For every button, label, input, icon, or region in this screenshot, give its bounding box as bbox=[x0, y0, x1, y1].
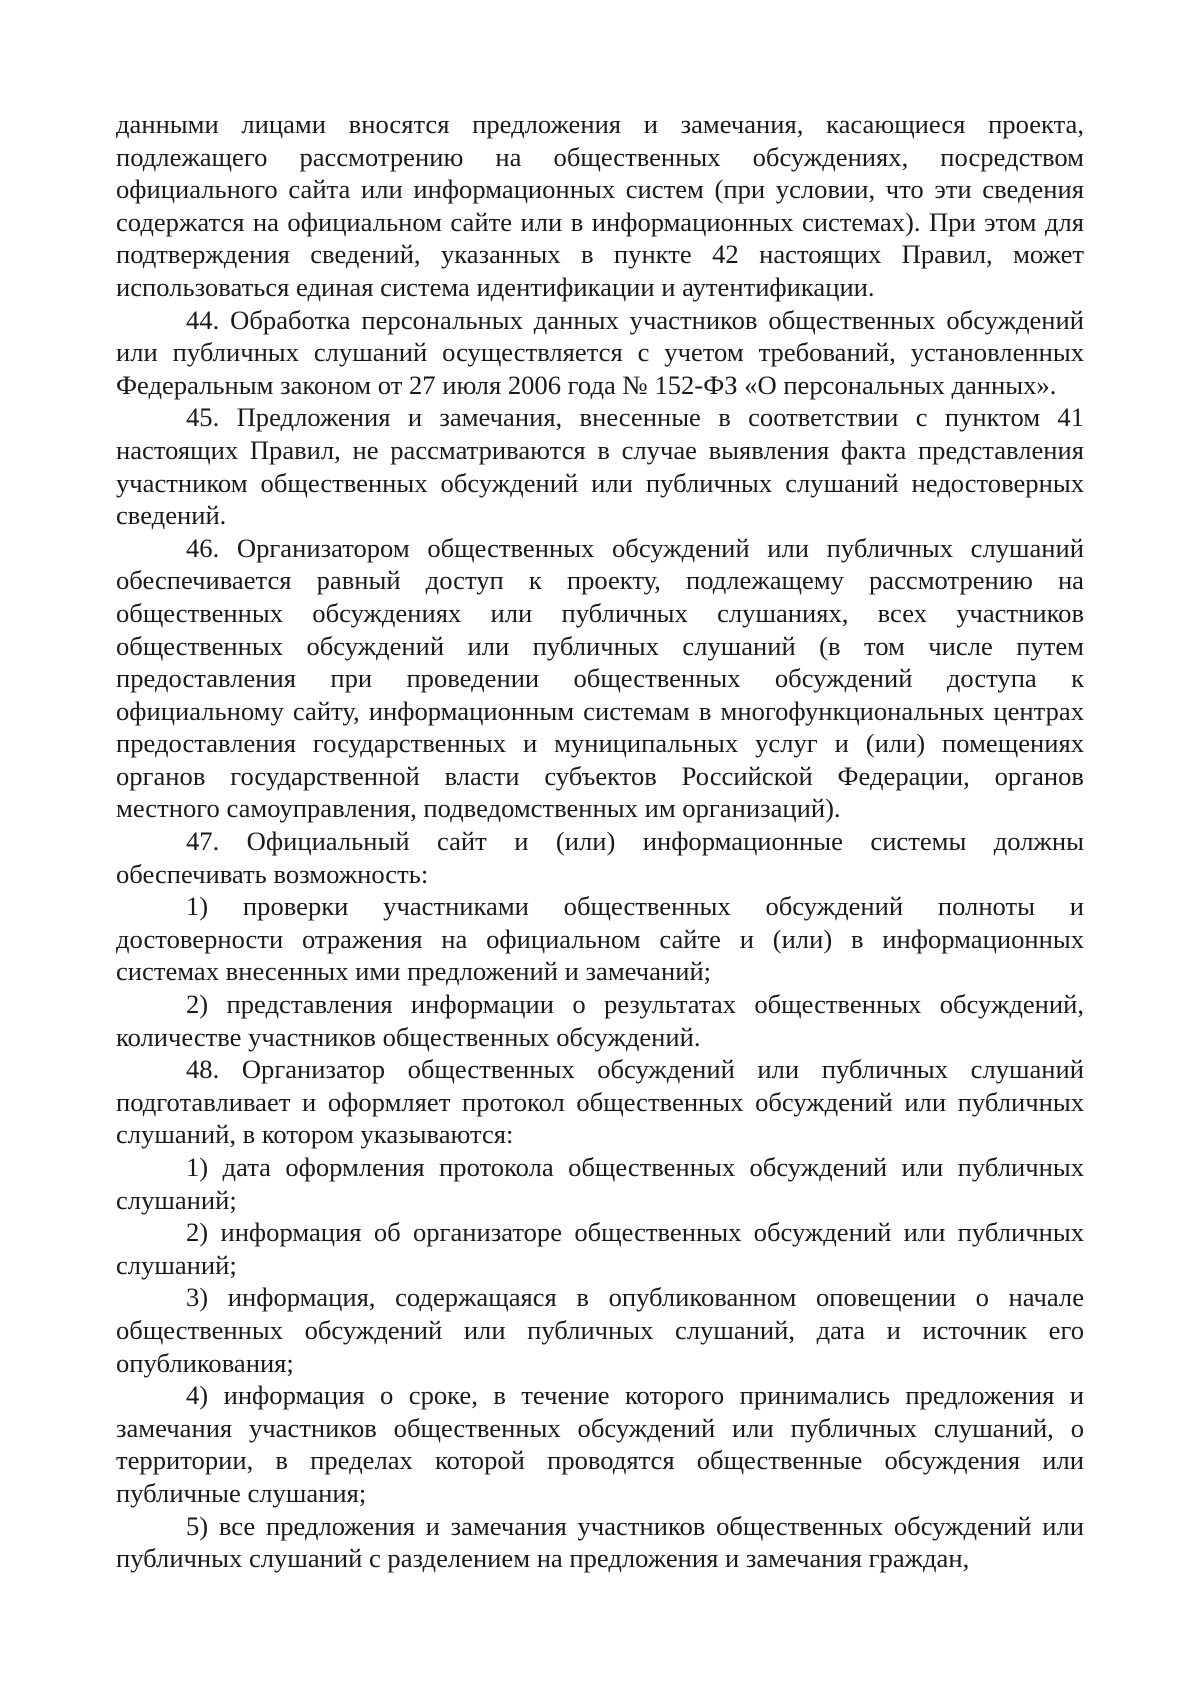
paragraph-47: 47. Официальный сайт и (или) информационные системы должны обеспечивать возможность: bbox=[116, 826, 1084, 889]
paragraph-48-item-3: 3) информация, содержащаяся в опубликованном оповещении о начале общественных обсуждений или публичных слушаний, дата и источник его опубликования; bbox=[116, 1282, 1084, 1378]
paragraph-48-item-5: 5) все предложения и замечания участников общественных обсуждений или публичных слушаний с разделением на предложения и замечания граждан, bbox=[116, 1510, 1084, 1574]
paragraph-46: 46. Организатором общественных обсуждений или публичных слушаний обеспечивается равный доступ к проекту, подлежащему рассмотрению на общественных обсуждениях или публичных слушаниях, всех участников общественных обсуждений или публичных слушаний (в том числе путем предоставления при проведении общественных обсуждений доступа к официальному сайту, информационным системам в многофункциональных центрах предоставления государственных и муниципальных услуг и (или) помещениях органов государственной власти субъектов Российской Федерации, органов местного самоуправления, подведомственных им организаций). bbox=[116, 532, 1084, 824]
paragraph-47-item-2: 2) представления информации о результатах общественных обсуждений, количестве участников общественных обсуждений. bbox=[116, 989, 1084, 1052]
paragraph-48-item-2: 2) информация об организаторе общественных обсуждений или публичных слушаний; bbox=[116, 1217, 1084, 1280]
paragraph-48-item-4: 4) информация о сроке, в течение которого принимались предложения и замечания участников общественных обсуждений или публичных слушаний, о территории, в пределах которой проводятся общественные обсуждения или публичные слушания; bbox=[116, 1380, 1084, 1508]
paragraph-47-item-1: 1) проверки участниками общественных обсуждений полноты и достоверности отражения на официальном сайте и (или) в информационных системах внесенных ими предложений и замечаний; bbox=[116, 891, 1084, 987]
paragraph-48-item-1: 1) дата оформления протокола общественных обсуждений или публичных слушаний; bbox=[116, 1152, 1084, 1215]
paragraph-48: 48. Организатор общественных обсуждений или публичных слушаний подготавливает и оформляет протокол общественных обсуждений или публичных слушаний, в котором указываются: bbox=[116, 1054, 1084, 1150]
paragraph-44: 44. Обработка персональных данных участников общественных обсуждений или публичных слушаний осуществляется с учетом требований, установленных Федеральным законом от 27 июля 2006 года № 152-ФЗ «О персональных данных». bbox=[116, 304, 1084, 400]
paragraph-45: 45. Предложения и замечания, внесенные в соответствии с пунктом 41 настоящих Правил, не рассматриваются в случае выявления факта представления участником общественных обсуждений или публичных слушаний недостоверных сведений. bbox=[116, 402, 1084, 531]
paragraph-continuation: данными лицами вносятся предложения и замечания, касающиеся проекта, подлежащего рассмотрению на общественных обсуждениях, посредством официального сайта или информационных систем (при условии, что эти сведения содержатся на официальном сайте или в информационных системах). При этом для подтверждения сведений, указанных в пункте 42 настоящих Правил, может использоваться единая система идентификации и аутентификации. bbox=[116, 109, 1084, 302]
document-body bbox=[116, 108, 1084, 1575]
